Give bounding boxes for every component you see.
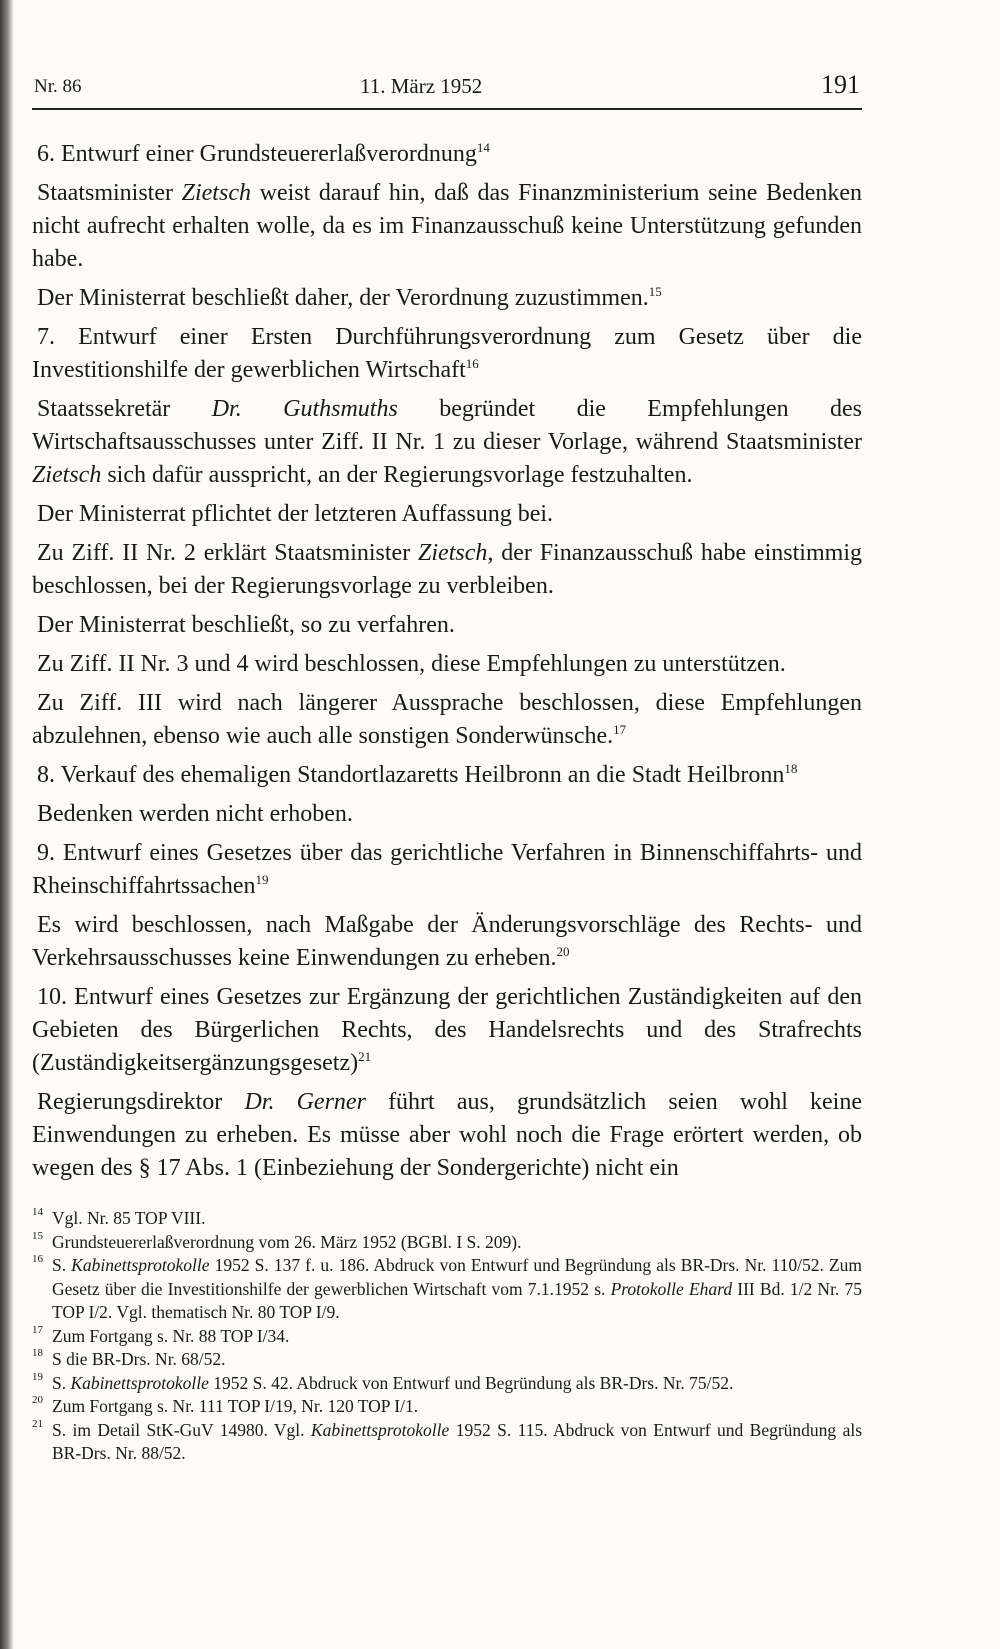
paragraph: [32, 1086, 862, 1185]
italic-text: Kabinettsprotokolle: [70, 1372, 209, 1393]
text-run: , der Finanzausschuß habe einstimmig beschlossen, bei der Regierungsvorlage zu verbleiben.: [32, 540, 862, 599]
footnote: [32, 1207, 862, 1231]
text-run: III Bd. 1/2 Nr. 75 TOP I/2. Vgl. thematisch Nr. 80 TOP I/9.: [52, 1278, 862, 1322]
paragraph: [32, 759, 862, 792]
text-run: S.: [52, 1255, 72, 1275]
page-number: 191: [821, 70, 860, 99]
footnote: [32, 1348, 862, 1372]
footnote: [32, 1419, 862, 1466]
italic-text: Kabinettsprotokolle: [310, 1419, 450, 1440]
footnote-number: 15: [32, 1229, 43, 1242]
footnote-reference: 16: [465, 356, 479, 371]
text-run: S. im Detail StK-GuV 14980. Vgl.: [52, 1419, 311, 1440]
text-run: Staatsminister: [37, 180, 182, 206]
italic-text: Zietsch: [181, 180, 251, 206]
text-run: Der Ministerrat pflichtet der letzteren Auffassung bei.: [37, 501, 554, 527]
paragraph: [32, 609, 862, 642]
text-run: 9. Entwurf eines Gesetzes über das gerichtliche Verfahren in Binnenschiffahrts- und Rheinschiffahrtssachen: [32, 840, 862, 899]
footnote-reference: 14: [476, 140, 490, 155]
text-run: 8. Verkauf des ehemaligen Standortlazaretts Heilbronn an die Stadt Heilbronn: [37, 762, 785, 788]
paragraph: [32, 498, 862, 531]
meeting-date: 11. März 1952: [360, 74, 483, 98]
footnote-reference: 19: [255, 872, 269, 887]
text-run: Zum Fortgang s. Nr. 111 TOP I/19, Nr. 120 TOP I/1.: [52, 1396, 419, 1416]
footnote: [32, 1395, 862, 1419]
paragraph: [32, 177, 862, 276]
italic-text: Zietsch: [32, 462, 102, 488]
text-run: 7. Entwurf einer Ersten Durchführungsverordnung zum Gesetz über die Investitionshilfe der gewerblichen Wirtschaft: [32, 324, 862, 383]
text-run: Der Ministerrat beschließt, so zu verfahren.: [37, 612, 455, 638]
paragraph: [32, 138, 862, 171]
main-text: [32, 138, 862, 1185]
paragraph: [32, 798, 862, 831]
footnote-reference: 15: [648, 284, 662, 299]
text-run: Staatssekretär: [37, 396, 212, 422]
footnote: [32, 1231, 862, 1255]
italic-text: Dr. Gerner: [244, 1089, 366, 1115]
paragraph: [32, 321, 862, 387]
text-run: Grundsteuererlaßverordnung vom 26. März 1952 (BGBl. I S. 209).: [52, 1231, 522, 1252]
paragraph: [32, 282, 862, 315]
footnote-reference: 17: [613, 722, 627, 737]
paragraph: [32, 981, 862, 1080]
text-run: führt aus, grundsätzlich seien wohl keine Einwendungen zu erheben. Es müsse aber wohl noch die Frage erörtert werden, ob wegen des § 17 Abs. 1 (Einbeziehung der Sondergerichte) nicht ein: [32, 1089, 862, 1181]
text-run: Zum Fortgang s. Nr. 88 TOP I/34.: [52, 1325, 290, 1346]
text-run: Zu Ziff. II Nr. 2 erklärt Staatsminister: [37, 540, 419, 566]
italic-text: Kabinettsprotokolle: [71, 1255, 210, 1275]
paragraph: [32, 687, 862, 753]
text-run: weist darauf hin, daß das Finanzministerium seine Bedenken nicht aufrecht erhalten wolle, da es im Finanzausschuß keine Unterstützung gefunden habe.: [32, 180, 863, 272]
footnote-number: 14: [32, 1206, 43, 1218]
text-run: 1952 S. 137 f. u. 186. Abdruck von Entwurf und Begründung als BR-Drs. Nr. 110/52. Zum Gesetz über die Investitionshilfe der gewerblichen Wirtschaft vom 7.1.1952 s.: [52, 1255, 862, 1299]
text-run: S die BR-Drs. Nr. 68/52.: [52, 1349, 226, 1369]
footnote-number: 18: [32, 1347, 43, 1359]
italic-text: Zietsch: [418, 540, 488, 566]
footnote: [32, 1254, 862, 1325]
text-run: Es wird beschlossen, nach Maßgabe der Änderungsvorschläge des Rechts- und Verkehrsausschusses keine Einwendungen zu erheben.: [32, 912, 862, 971]
footnote-reference: 20: [556, 944, 570, 959]
text-run: Bedenken werden nicht erhoben.: [37, 801, 353, 827]
text-run: sich dafür ausspricht, an der Regierungsvorlage festzuhalten.: [101, 462, 693, 488]
text-run: S.: [52, 1372, 71, 1393]
paragraph: [32, 909, 862, 975]
text-run: Regierungsdirektor: [37, 1089, 245, 1115]
header-rule: [32, 108, 862, 110]
text-run: 10. Entwurf eines Gesetzes zur Ergänzung der gerichtlichen Zuständigkeiten auf den Gebieten des Bürgerlichen Rechts, des Handelsrechts und des Strafrechts (Zuständigkeitsergänzungsgesetz): [32, 984, 862, 1076]
text-run: Zu Ziff. II Nr. 3 und 4 wird beschlossen, diese Empfehlungen zu unterstützen.: [37, 651, 786, 677]
footnote-number: 20: [32, 1394, 43, 1406]
italic-text: Protokolle Ehard: [610, 1278, 733, 1299]
footnote: [32, 1372, 862, 1396]
footnote-number: 16: [32, 1253, 43, 1265]
paragraph: [32, 537, 862, 603]
book-gutter-shadow: [0, 0, 14, 1649]
footnote-number: 17: [32, 1323, 43, 1336]
text-run: 6. Entwurf einer Grundsteuererlaßverordnung: [37, 141, 477, 167]
text-run: begründet die Empfehlungen des Wirtschaftsausschusses unter Ziff. II Nr. 1 zu dieser Vorlage, während Staatsminister: [32, 396, 862, 455]
footnote-reference: 21: [358, 1049, 372, 1064]
paragraph: [32, 837, 862, 903]
paragraph: [32, 393, 862, 492]
text-run: Der Ministerrat beschließt daher, der Verordnung zuzustimmen.: [37, 285, 649, 311]
text-run: 1952 S. 42. Abdruck von Entwurf und Begründung als BR-Drs. Nr. 75/52.: [208, 1372, 734, 1393]
footnote-number: 19: [32, 1370, 43, 1383]
text-run: Zu Ziff. III wird nach längerer Aussprache beschlossen, diese Empfehlungen abzulehnen, ebenso wie auch alle sonstigen Sonderwünsche.: [32, 690, 862, 749]
document-number: Nr. 86: [34, 76, 82, 97]
page-content: [32, 66, 862, 1466]
text-run: 1952 S. 115. Abdruck von Entwurf und Begründung als BR-Drs. Nr. 88/52.: [52, 1419, 863, 1463]
footnote: [32, 1325, 862, 1349]
running-header: [32, 66, 862, 102]
footnote-reference: 18: [784, 761, 798, 776]
footnote-number: 21: [32, 1417, 43, 1430]
text-run: Vgl. Nr. 85 TOP VIII.: [52, 1208, 206, 1228]
italic-text: Dr. Guthsmuths: [211, 396, 398, 422]
paragraph: [32, 648, 862, 681]
footnotes: [32, 1207, 862, 1466]
